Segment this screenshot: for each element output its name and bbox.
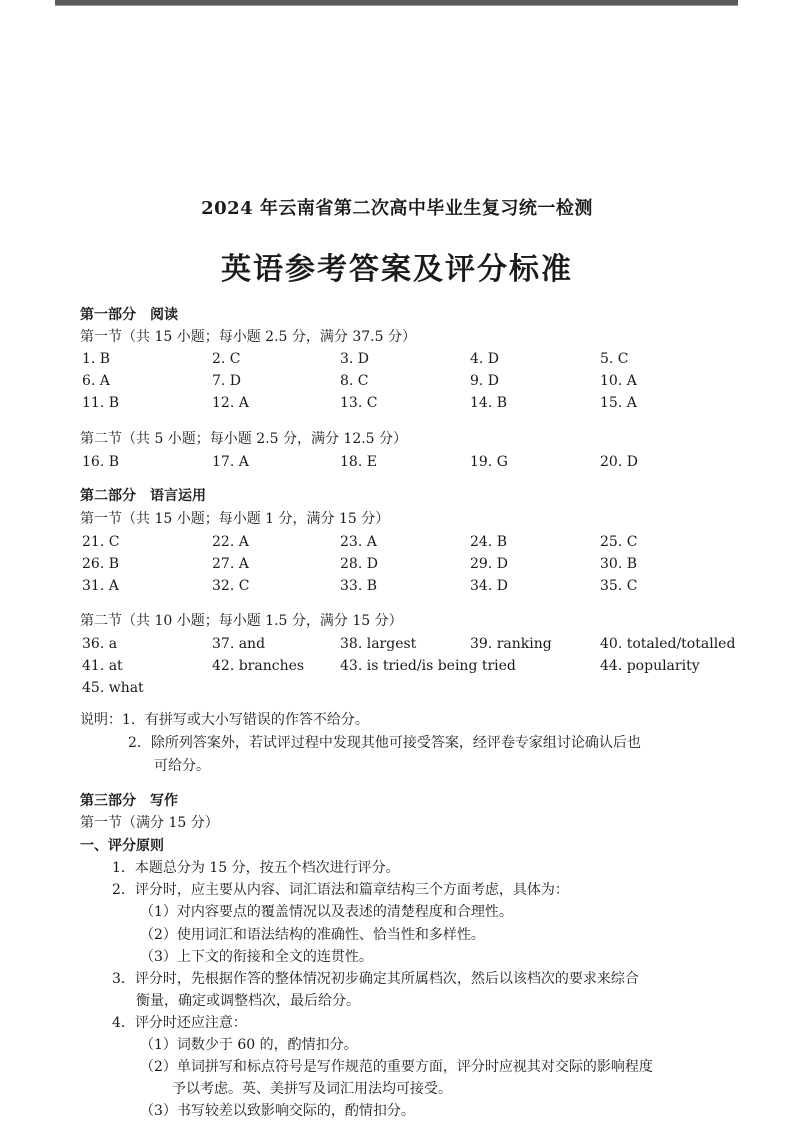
answer-item: 18. E [340,454,377,470]
answer-item: 24. B [470,534,508,550]
answer-item: 31. A [82,578,119,594]
principle-subitem-4-3: （3）书写较差以致影响交际的，酌情扣分。 [140,1103,415,1119]
answer-item: 9. D [470,373,500,389]
principle-item-3-cont: 衡量，确定或调整档次，最后给分。 [136,993,360,1009]
answer-item: 11. B [82,395,120,411]
answer-item: 5. C [600,351,629,367]
answer-item: 20. D [600,454,638,470]
answer-item: 44. popularity [600,658,700,674]
principle-subitem-4-2: （2）单词拼写和标点符号是写作规范的重要方面，评分时应视其对交际的影响程度 [140,1059,653,1075]
answer-item: 41. at [82,658,123,674]
answer-item: 25. C [600,534,638,550]
answer-item: 35. C [600,578,638,594]
answer-item: 42. branches [212,658,305,674]
principle-subitem-4-1: （1）词数少于 60 的，酌情扣分。 [140,1037,358,1053]
answer-item: 23. A [340,534,377,550]
notes-line-1: 说明：1．有拼写或大小写错误的作答不给分。 [80,712,369,728]
answer-item: 10. A [600,373,637,389]
answer-item: 3. D [340,351,370,367]
principle-subitem-2-2: （2）使用词汇和语法结构的准确性、恰当性和多样性。 [140,927,485,943]
part1-section1-label: 第一节（共 15 小题；每小题 2.5 分，满分 37.5 分） [80,329,416,345]
answer-item: 21. C [82,534,120,550]
part2-heading: 第二部分 语言运用 [80,488,206,504]
principle-subitem-4-2-cont: 予以考虑。英、美拼写及词汇用法均可接受。 [172,1081,452,1097]
answer-item: 7. D [212,373,242,389]
part2-section2-label: 第二节（共 10 小题；每小题 1.5 分，满分 15 分） [80,613,403,629]
answer-item: 38. largest [340,636,417,652]
part1-section2-label: 第二节（共 5 小题；每小题 2.5 分，满分 12.5 分） [80,431,408,447]
answer-item: 17. A [212,454,249,470]
principles-heading: 一、评分原则 [80,838,164,854]
principle-item-4: 4．评分时还应注意： [112,1015,247,1031]
exam-title: 2024 年云南省第二次高中毕业生复习统一检测 [201,198,593,219]
answer-item: 39. ranking [470,636,552,652]
principle-subitem-2-3: （3）上下文的衔接和全文的连贯性。 [140,949,373,965]
answer-item: 34. D [470,578,508,594]
answer-item: 43. is tried/is being tried [340,658,516,674]
principle-subitem-2-1: （1）对内容要点的覆盖情况以及表述的清楚程度和合理性。 [140,904,513,920]
answer-item: 1. B [82,351,111,367]
answer-item: 12. A [212,395,249,411]
answer-item: 2. C [212,351,241,367]
answer-item: 33. B [340,578,378,594]
answer-item: 22. A [212,534,249,550]
answer-item: 15. A [600,395,637,411]
answer-item: 27. A [212,556,249,572]
answer-item: 8. C [340,373,369,389]
document-title: 英语参考答案及评分标准 [221,252,573,287]
answer-item: 26. B [82,556,120,572]
answer-item: 28. D [340,556,378,572]
answer-item: 40. totaled/totalled [600,636,736,652]
answer-item: 13. C [340,395,378,411]
answer-item: 45. what [82,680,144,696]
principle-item-3: 3．评分时，先根据作答的整体情况初步确定其所属档次，然后以该档次的要求来综合 [112,971,639,987]
principle-item-2: 2．评分时，应主要从内容、词汇语法和篇章结构三个方面考虑，具体为： [112,882,569,898]
answer-item: 16. B [82,454,120,470]
part3-heading: 第三部分 写作 [80,793,178,809]
answer-item: 36. a [82,636,118,652]
notes-line-2: 2．除所列答案外，若试评过程中发现其他可接受答案，经评卷专家组讨论确认后也 [128,735,641,751]
answer-item: 30. B [600,556,638,572]
part3-section1-label: 第一节（满分 15 分） [80,815,219,831]
principle-item-1: 1．本题总分为 15 分，按五个档次进行评分。 [112,860,400,876]
part1-heading: 第一部分 阅读 [80,307,178,323]
answer-item: 4. D [470,351,500,367]
answer-item: 29. D [470,556,508,572]
part2-section1-label: 第一节（共 15 小题；每小题 1 分，满分 15 分） [80,511,390,527]
answer-item: 37. and [212,636,266,652]
answer-item: 6. A [82,373,110,389]
answer-item: 14. B [470,395,508,411]
notes-line-3: 可给分。 [154,758,210,774]
answer-item: 19. G [470,454,508,470]
answer-item: 32. C [212,578,250,594]
